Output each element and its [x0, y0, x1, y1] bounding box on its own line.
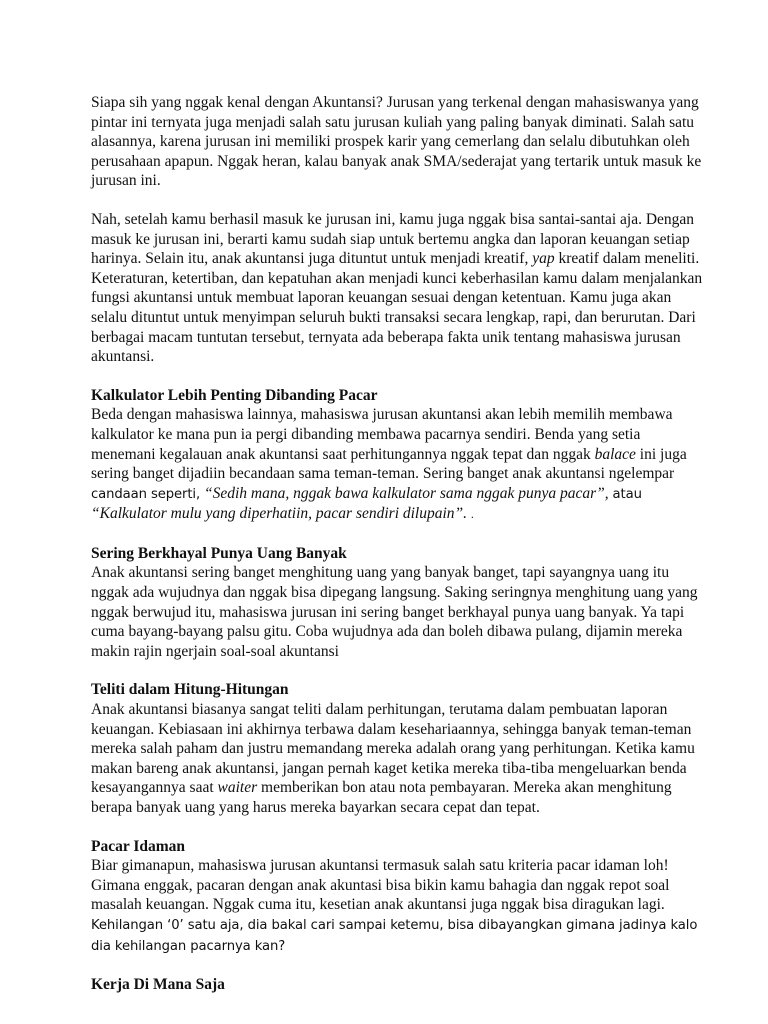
- kalkulator-text-a: Beda dengan mahasiswa lainnya, mahasiswa jurusan akuntansi akan lebih memilih membawa kalkulator ke mana pun ia pergi dibanding membawa pacarnya sendiri. Benda yang setia menemani kegalauan anak akuntansi saat perhitungannya nggak tepat dan nggak: [91, 406, 673, 463]
- section-body-berkhayal: Anak akuntansi sering banget menghitung uang yang banyak banget, tapi sayangnya uang itu nggak ada wujudnya dan nggak bisa dipegang langsung. Saking seringnya menghitung uang yang nggak berwujud itu, mahasiswa jurusan ini sering banget berkhayal punya uang banyak. Ya tapi cuma bayang-bayang palsu gitu. Coba wujudnya ada dan boleh dibawa pulang, dijamin mereka makin rajin ngerjain soal-soal akuntansi: [91, 564, 698, 660]
- paragraph-gap: [91, 956, 708, 975]
- teliti-text-a: Anak akuntansi biasanya sangat teliti dalam perhitungan, terutama dalam pembuatan laporan keuangan. Kebiasaan ini akhirnya terbawa dalam kesehariaannya, sehingga banyak teman-teman mereka salah paham dan justru memandang mereka adalah orang yang perhitungan. Ketika kamu makan bareng anak akuntansi, jangan pernah kaget ketika mereka tiba-tiba mengeluarkan benda kesayangannya saat: [91, 701, 695, 797]
- kalkulator-quote-2: “Kalkulator mulu yang diperhatiin, pacar sendiri dilupain”.: [91, 505, 468, 523]
- section-body-teliti: [91, 700, 708, 818]
- intro-emphasis: yap: [532, 250, 555, 268]
- teliti-text-b: memberikan bon atau nota pembayaran. Mereka akan menghitung berapa banyak uang yang harus mereka bayarkan secara cepat dan tepat.: [91, 779, 672, 816]
- kalkulator-sans-text-1: candaan seperti,: [91, 486, 201, 502]
- kalkulator-emphasis: balace: [594, 445, 636, 463]
- intro-text-2b: kreatif dalam meneliti. Keteraturan, ketertiban, dan kepatuhan akan menjadi kunci keberhasilan kamu dalam menjalankan fungsi akuntansi untuk membuat laporan keuangan sesuai dengan ketentuan. Kamu juga akan selalu dituntut untuk menyimpan seluruh bukti transaksi secara lengkap, rapi, dan berurutan. Dari berbagai macam tuntutan tersebut, ternyata ada beberapa fakta unik tentang mahasiswa jurusan akuntansi.: [91, 250, 703, 366]
- section-body-kalkulator: [91, 405, 708, 525]
- pacar-idaman-text: Biar gimanapun, mahasiswa jurusan akuntansi termasuk salah satu kriteria pacar idaman loh! Gimana enggak, pacaran dengan anak akuntasi bisa bikin kamu bahagia dan nggak repot soal masalah keuangan. Nggak cuma itu, kesetian anak akuntansi juga nggak bisa diragukan lagi.: [91, 857, 670, 914]
- intro-text-1: Siapa sih yang nggak kenal dengan Akuntansi? Jurusan yang terkenal dengan mahasiswanya yang pintar ini ternyata juga menjadi salah satu jurusan kuliah yang paling banyak diminati. Salah satu alasannya, karena jurusan ini memiliki prospek karir yang cemerlang dan selalu dibutuhkan oleh perusahaan apapun. Nggak heran, kalau banyak anak SMA/sederajat yang tertarik untuk masuk ke jurusan ini.: [91, 94, 702, 190]
- kalkulator-quote-1: “Sedih mana, nggak bawa kalkulator sama nggak punya pacar”,: [203, 484, 609, 502]
- section-heading-kerja: Kerja Di Mana Saja: [91, 976, 225, 994]
- paragraph-gap: [91, 818, 708, 837]
- kalkulator-end-mark: .: [470, 507, 474, 522]
- kalkulator-sans-text-2: atau: [612, 486, 642, 502]
- intro-paragraph-1: [91, 93, 708, 191]
- intro-paragraph-2: [91, 210, 708, 367]
- kalkulator-text-b: ini juga sering banget dijadiin becandaan sama teman-teman. Sering banget anak akuntansi ngelempar: [91, 445, 687, 483]
- paragraph-gap: [91, 661, 708, 680]
- section-heading-teliti: Teliti dalam Hitung-Hitungan: [91, 681, 289, 699]
- paragraph-gap: [91, 367, 708, 386]
- pacar-idaman-sans-text: Kehilangan ‘0’ satu aja, dia bakal cari sampai ketemu, bisa dibayangkan gimana jadinya kalo dia kehilangan pacarnya kan?: [91, 917, 698, 954]
- paragraph-gap: [91, 525, 708, 544]
- section-heading-berkhayal: Sering Berkhayal Punya Uang Banyak: [91, 544, 347, 562]
- teliti-emphasis: waiter: [217, 779, 258, 797]
- intro-text-2a: Nah, setelah kamu berhasil masuk ke jurusan ini, kamu juga nggak bisa santai-santai aja. Dengan masuk ke jurusan ini, berarti kamu sudah siap untuk bertemu angka dan laporan keuangan setiap harinya. Selain itu, anak akuntansi juga dituntut untuk menjadi kreatif,: [91, 210, 695, 268]
- section-heading-pacar-idaman: Pacar Idaman: [91, 837, 186, 855]
- section-body-pacar-idaman: [91, 856, 708, 956]
- paragraph-gap: [91, 191, 708, 210]
- section-heading-kalkulator: Kalkulator Lebih Penting Dibanding Pacar: [91, 386, 378, 404]
